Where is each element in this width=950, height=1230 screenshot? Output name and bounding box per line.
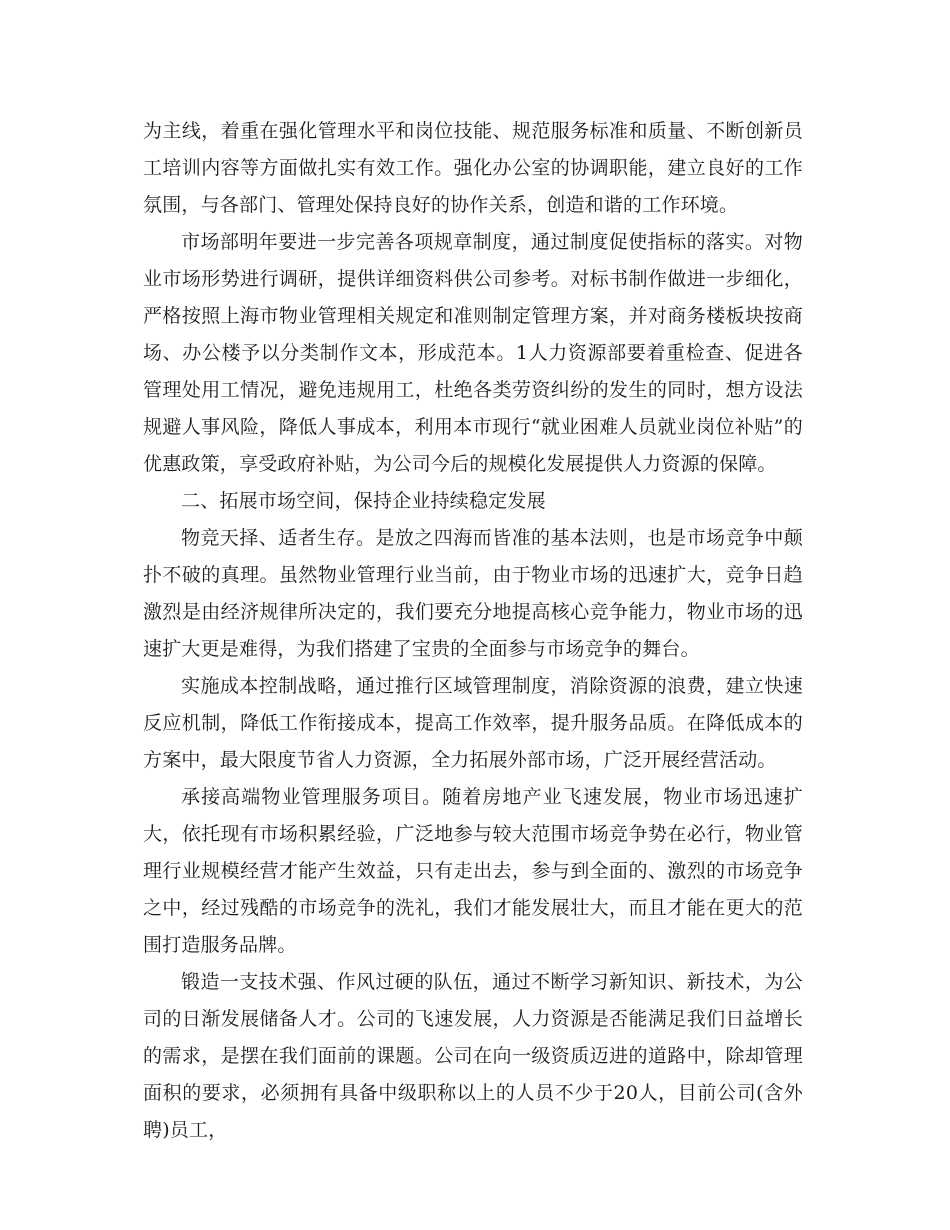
paragraph-3: 物竞天择、适者生存。是放之四海而皆准的基本法则，也是市场竞争中颠扑不破的真理。虽然物业管理行业当前，由于物业市场的迅速扩大，竞争日趋激烈是由经济规律所决定的，我们要充分地提高核心竞争能力，物业市场的迅速扩大更是难得，为我们搭建了宝贵的全面参与市场竞争的舞台。 xyxy=(143,527,803,660)
document-body xyxy=(143,113,803,1149)
paragraph-1: 为主线，着重在强化管理水平和岗位技能、规范服务标准和质量、不断创新员工培训内容等方面做扎实有效工作。强化办公室的协调职能，建立良好的工作氛围，与各部门、管理处保持良好的协作关系，创造和谐的工作环境。 xyxy=(143,120,803,216)
paragraph-4: 实施成本控制战略，通过推行区域管理制度，消除资源的浪费，建立快速反应机制，降低工作衔接成本，提高工作效率，提升服务品质。在降低成本的方案中，最大限度节省人力资源，全力拓展外部市场，广泛开展经营活动。 xyxy=(143,675,803,771)
paragraph-5: 承接高端物业管理服务项目。随着房地产业飞速发展，物业市场迅速扩大，依托现有市场积累经验，广泛地参与较大范围市场竞争势在必行，物业管理行业规模经营才能产生效益，只有走出去，参与到全面的、激烈的市场竞争之中，经过残酷的市场竞争的洗礼，我们才能发展壮大，而且才能在更大的范围打造服务品牌。 xyxy=(143,786,803,956)
paragraph-2: 市场部明年要进一步完善各项规章制度，通过制度促使指标的落实。对物业市场形势进行调研，提供详细资料供公司参考。对标书制作做进一步细化，严格按照上海市物业管理相关规定和准则制定管理方案，并对商务楼板块按商场、办公楼予以分类制作文本，形成范本。1人力资源部要着重检查、促进各管理处用工情况，避免违规用工，杜绝各类劳资纠纷的发生的同时，想方设法规避人事风险，降低人事成本，利用本市现行“就业困难人员就业岗位补贴”的优惠政策，享受政府补贴，为公司今后的规模化发展提供人力资源的保障。 xyxy=(143,231,803,475)
paragraph-6: 锻造一支技术强、作风过硬的队伍，通过不断学习新知识、新技术，为公司的日渐发展储备人才。公司的飞速发展，人力资源是否能满足我们日益增长的需求，是摆在我们面前的课题。公司在向一级资质迈进的道路中，除却管理面积的要求，必须拥有具备中级职称以上的人员不少于20人，目前公司(含外聘)员工， xyxy=(143,971,803,1141)
section-heading: 二、拓展市场空间，保持企业持续稳定发展 xyxy=(181,490,546,512)
